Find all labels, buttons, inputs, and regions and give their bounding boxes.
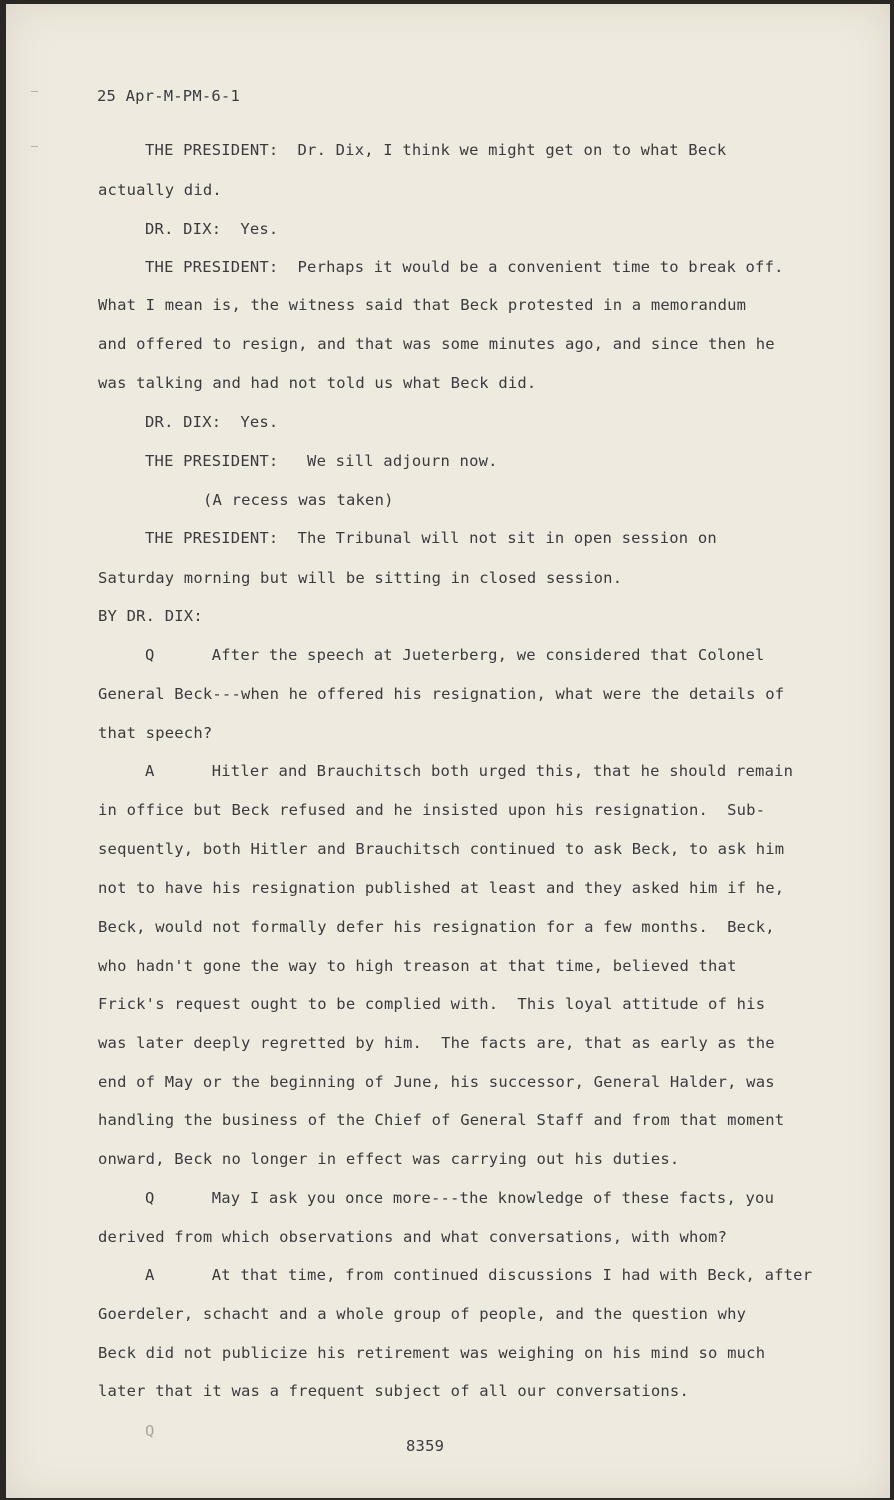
examination-heading: BY DR. DIX: (98, 607, 203, 625)
text-line: A Hitler and Brauchitsch both urged this, that he should remain (145, 762, 794, 780)
text-line: who hadn't gone the way to high treason at that time, believed that (98, 957, 737, 975)
text-line: THE PRESIDENT: Dr. Dix, I think we might get on to what Beck (145, 141, 727, 159)
text-line: Goerdeler, schacht and a whole group of people, and the question why (98, 1305, 747, 1323)
text-line: General Beck---when he offered his resignation, what were the details of (98, 685, 785, 703)
text-line: in office but Beck refused and he insisted upon his resignation. Sub- (98, 801, 766, 819)
text-line: sequently, both Hitler and Brauchitsch continued to ask Beck, to ask him (98, 840, 785, 858)
text-line: Saturday morning but will be sitting in closed session. (98, 569, 623, 587)
document-page (6, 4, 890, 1498)
text-line: Q (145, 1422, 155, 1440)
text-line: actually did. (98, 181, 222, 199)
text-line: What I mean is, the witness said that Beck protested in a memorandum (98, 296, 747, 314)
text-line: THE PRESIDENT: Perhaps it would be a convenient time to break off. (145, 258, 784, 276)
text-line: handling the business of the Chief of General Staff and from that moment (98, 1111, 785, 1129)
text-line: was later deeply regretted by him. The facts are, that as early as the (98, 1034, 775, 1052)
text-line: Q May I ask you once more---the knowledge of these facts, you (145, 1189, 775, 1207)
text-line: end of May or the beginning of June, his successor, General Halder, was (98, 1073, 775, 1091)
text-line: THE PRESIDENT: The Tribunal will not sit in open session on (145, 529, 717, 547)
text-line: Beck did not publicize his retirement was weighing on his mind so much (98, 1344, 766, 1362)
text-line: DR. DIX: Yes. (145, 413, 279, 431)
text-line: not to have his resignation published at least and they asked him if he, (98, 879, 785, 897)
text-line: Frick's request ought to be complied with. This loyal attitude of his (98, 995, 766, 1013)
text-line: later that it was a frequent subject of all our conversations. (98, 1382, 689, 1400)
transcript-body (6, 4, 890, 1498)
page-number: 8359 (406, 1437, 445, 1455)
text-line: THE PRESIDENT: We sill adjourn now. (145, 452, 498, 470)
text-line: Beck, would not formally defer his resignation for a few months. Beck, (98, 918, 775, 936)
text-line: onward, Beck no longer in effect was carrying out his duties. (98, 1150, 680, 1168)
text-line: DR. DIX: Yes. (145, 220, 279, 238)
text-line: was talking and had not told us what Beck did. (98, 374, 537, 392)
text-line: Q After the speech at Jueterberg, we considered that Colonel (145, 646, 765, 664)
text-line: that speech? (98, 724, 213, 742)
stage-direction: (A recess was taken) (203, 491, 394, 509)
page-header-ref: 25 Apr-M-PM-6-1 (97, 87, 240, 105)
text-line: derived from which observations and what conversations, with whom? (98, 1228, 728, 1246)
text-line: A At that time, from continued discussions I had with Beck, after (145, 1266, 813, 1284)
text-line: and offered to resign, and that was some minutes ago, and since then he (98, 335, 775, 353)
